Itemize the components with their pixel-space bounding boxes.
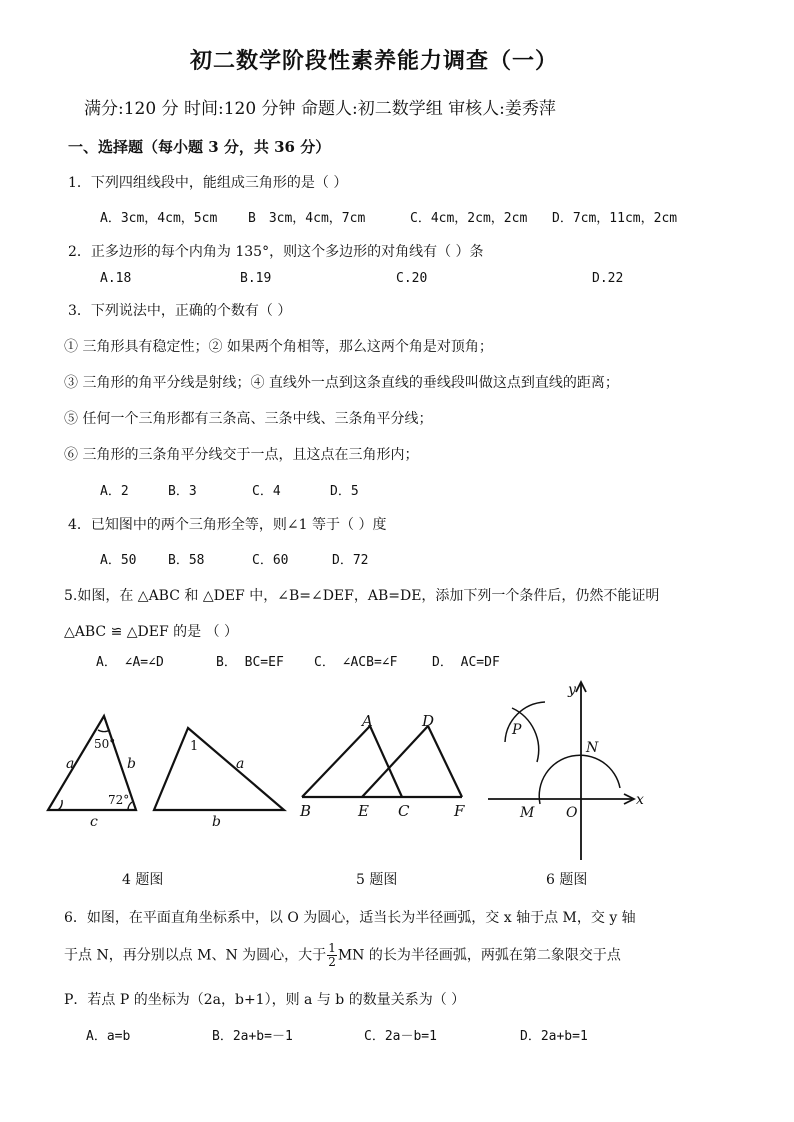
question-1-option-c: C．4cm，2cm，2cm [410, 211, 528, 226]
figure-4-angle-right-label: 72° [108, 793, 130, 807]
figure-5-label-c: C [398, 802, 410, 820]
fraction-one-half [327, 942, 337, 969]
figure-4-right-side-a-label: a [236, 756, 245, 772]
question-2-option-b: B.19 [240, 271, 272, 286]
figure-5-label-b: B [300, 802, 312, 820]
question-3-stem: 3．下列说法中，正确的个数有（ ） [68, 303, 292, 319]
question-6-line1: 6．如图，在平面直角坐标系中，以 O 为圆心，适当长为半径画弧，交 x 轴于点 M，交 y 轴 [64, 910, 636, 926]
figure-5-caption: 5 题图 [356, 872, 398, 888]
question-4-stem: 4．已知图中的两个三角形全等，则∠1 等于（ ）度 [68, 517, 387, 533]
question-6-option-b: B．2a+b=－1 [212, 1029, 293, 1044]
figure-6-construction [488, 682, 634, 860]
figures-area [0, 670, 794, 900]
question-2-option-d: D.22 [592, 271, 624, 286]
fraction-numerator: 1 [328, 941, 336, 955]
question-5-option-b: B． BC=EF [216, 655, 284, 670]
question-1-option-a: A．3cm，4cm，5cm [100, 211, 218, 226]
figure-5-triangles [302, 726, 462, 797]
question-3-statement: ③ 三角形的角平分线是射线；④ 直线外一点到这条直线的垂线段叫做这点到直线的距离； [64, 375, 619, 391]
question-2-option-a: A.18 [100, 271, 132, 286]
figure-4-right-side-b-label: b [212, 814, 221, 830]
question-3-statement: ① 三角形具有稳定性；② 如果两个角相等，那么这两个角是对顶角； [64, 339, 493, 355]
figure-6-label-n: N [586, 740, 599, 756]
question-5-option-c: C． ∠ACB=∠F [314, 655, 398, 670]
question-4-option-a: A．50 [100, 553, 137, 568]
question-4-option-c: C．60 [252, 553, 289, 568]
figure-4-side-b-label: b [127, 756, 136, 772]
question-3-option-a: A．2 [100, 484, 129, 499]
question-3-option-d: D．5 [330, 484, 359, 499]
question-6-option-c: C．2a－b=1 [364, 1029, 437, 1044]
figure-5-label-d: D [422, 712, 435, 730]
figure-4-caption: 4 题图 [122, 872, 164, 888]
figure-6-label-m: M [520, 805, 535, 821]
figure-5-label-f: F [454, 802, 465, 820]
question-5-option-a: A． ∠A=∠D [96, 655, 164, 670]
figure-4-side-a-label: a [66, 756, 75, 772]
figure-4-right-triangle [154, 728, 284, 810]
question-6-line3: P．若点 P 的坐标为（2a，b+1），则 a 与 b 的数量关系为（ ） [64, 992, 466, 1008]
question-6-line2-after: MN 的长为半径画弧，两弧在第二象限交于点 [337, 947, 621, 964]
exam-info: 满分:120 分 时间:120 分钟 命题人:初二数学组 审核人:姜秀萍 [84, 99, 556, 119]
figure-6-caption: 6 题图 [546, 872, 588, 888]
question-5-stem-line1: 5.如图，在 △ABC 和 △DEF 中，∠B=∠DEF，AB=DE，添加下列一个条件后，仍然不能证明 [64, 588, 660, 604]
question-5-option-d: D． AC=DF [432, 655, 500, 670]
question-1-option-d: D．7cm，11cm，2cm [552, 211, 678, 226]
question-2-option-c: C.20 [396, 271, 428, 286]
question-3-statement: ⑤ 任何一个三角形都有三条高、三条中线、三条角平分线； [64, 411, 433, 427]
question-1-stem: 1．下列四组线段中，能组成三角形的是（ ） [68, 175, 348, 191]
figure-5-label-a: A [362, 712, 373, 730]
page-title: 初二数学阶段性素养能力调查（一） [190, 48, 559, 74]
figure-4-side-c-label: c [90, 814, 98, 830]
figure-6-label-x: x [636, 792, 644, 808]
question-3-statement: ⑥ 三角形的三条角平分线交于一点，且这点在三角形内； [64, 447, 419, 463]
figure-6-label-p: P [512, 722, 522, 738]
question-5-stem-line2: △ABC ≌ △DEF 的是 （ ） [64, 624, 239, 640]
question-1-option-b: B 3cm，4cm，7cm [248, 211, 366, 226]
question-6-option-d: D．2a+b=1 [520, 1029, 588, 1044]
question-3-option-c: C．4 [252, 484, 281, 499]
question-6-line2-before: 于点 N，再分别以点 M、N 为圆心，大于 [64, 947, 327, 964]
figure-6-label-y: y [568, 682, 576, 698]
question-2-stem: 2．正多边形的每个内角为 135°，则这个多边形的对角线有（ ）条 [68, 244, 484, 260]
fraction-denominator: 2 [328, 955, 336, 969]
figure-4-angle-top-label: 50° [94, 737, 116, 751]
section-title: 一、选择题（每小题 3 分，共 36 分） [68, 138, 331, 156]
figure-6-label-o: O [566, 805, 578, 821]
figure-5-label-e: E [358, 802, 369, 820]
question-6-line2 [64, 942, 621, 969]
question-4-option-d: D．72 [332, 553, 369, 568]
question-3-option-b: B．3 [168, 484, 197, 499]
figure-4-angle-1-label: 1 [190, 739, 199, 754]
question-6-option-a: A．a=b [86, 1029, 131, 1044]
question-4-option-b: B．58 [168, 553, 205, 568]
